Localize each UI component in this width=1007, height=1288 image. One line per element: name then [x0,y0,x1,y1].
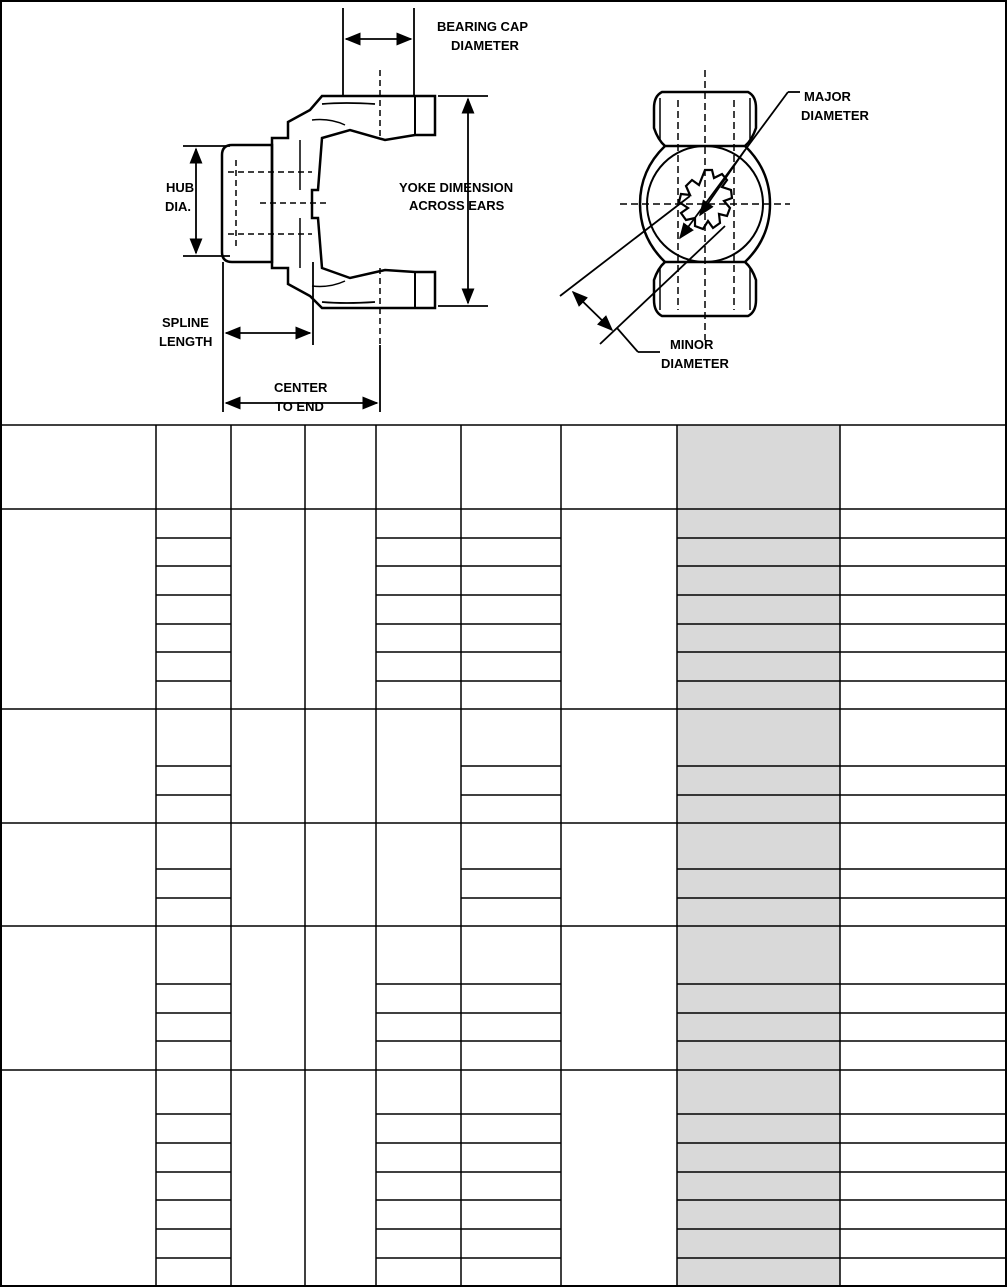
spline-length-label-2: LENGTH [159,334,213,349]
group-4-rows [156,984,1006,1041]
major-diameter-label-2: DIAMETER [801,108,869,123]
group-5-rows [156,1114,1006,1258]
group-2-rows [156,766,1006,795]
highlight-column [677,425,840,1286]
bearing-cap-label: BEARING CAP [437,19,529,34]
center-to-end-label: CENTER [274,380,328,395]
table-lines [1,1,1006,1286]
hub-dia-label-2: DIA. [165,199,191,214]
major-diameter-label: MAJOR [804,89,851,104]
hub-dia-label: HUB [166,180,195,195]
center-to-end-label-2: TO END [275,399,324,414]
group-3-rows [156,869,1006,898]
yoke-dimension-label: YOKE DIMENSION [399,180,514,195]
yoke-dimension-label-2: ACROSS EARS [409,198,505,213]
minor-diameter-label-2: DIAMETER [661,356,729,371]
minor-diameter-label: MINOR [670,337,714,352]
spline-length-label: SPLINE [162,315,209,330]
group-1-rows [156,538,1006,681]
bearing-cap-label-2: DIAMETER [451,38,519,53]
